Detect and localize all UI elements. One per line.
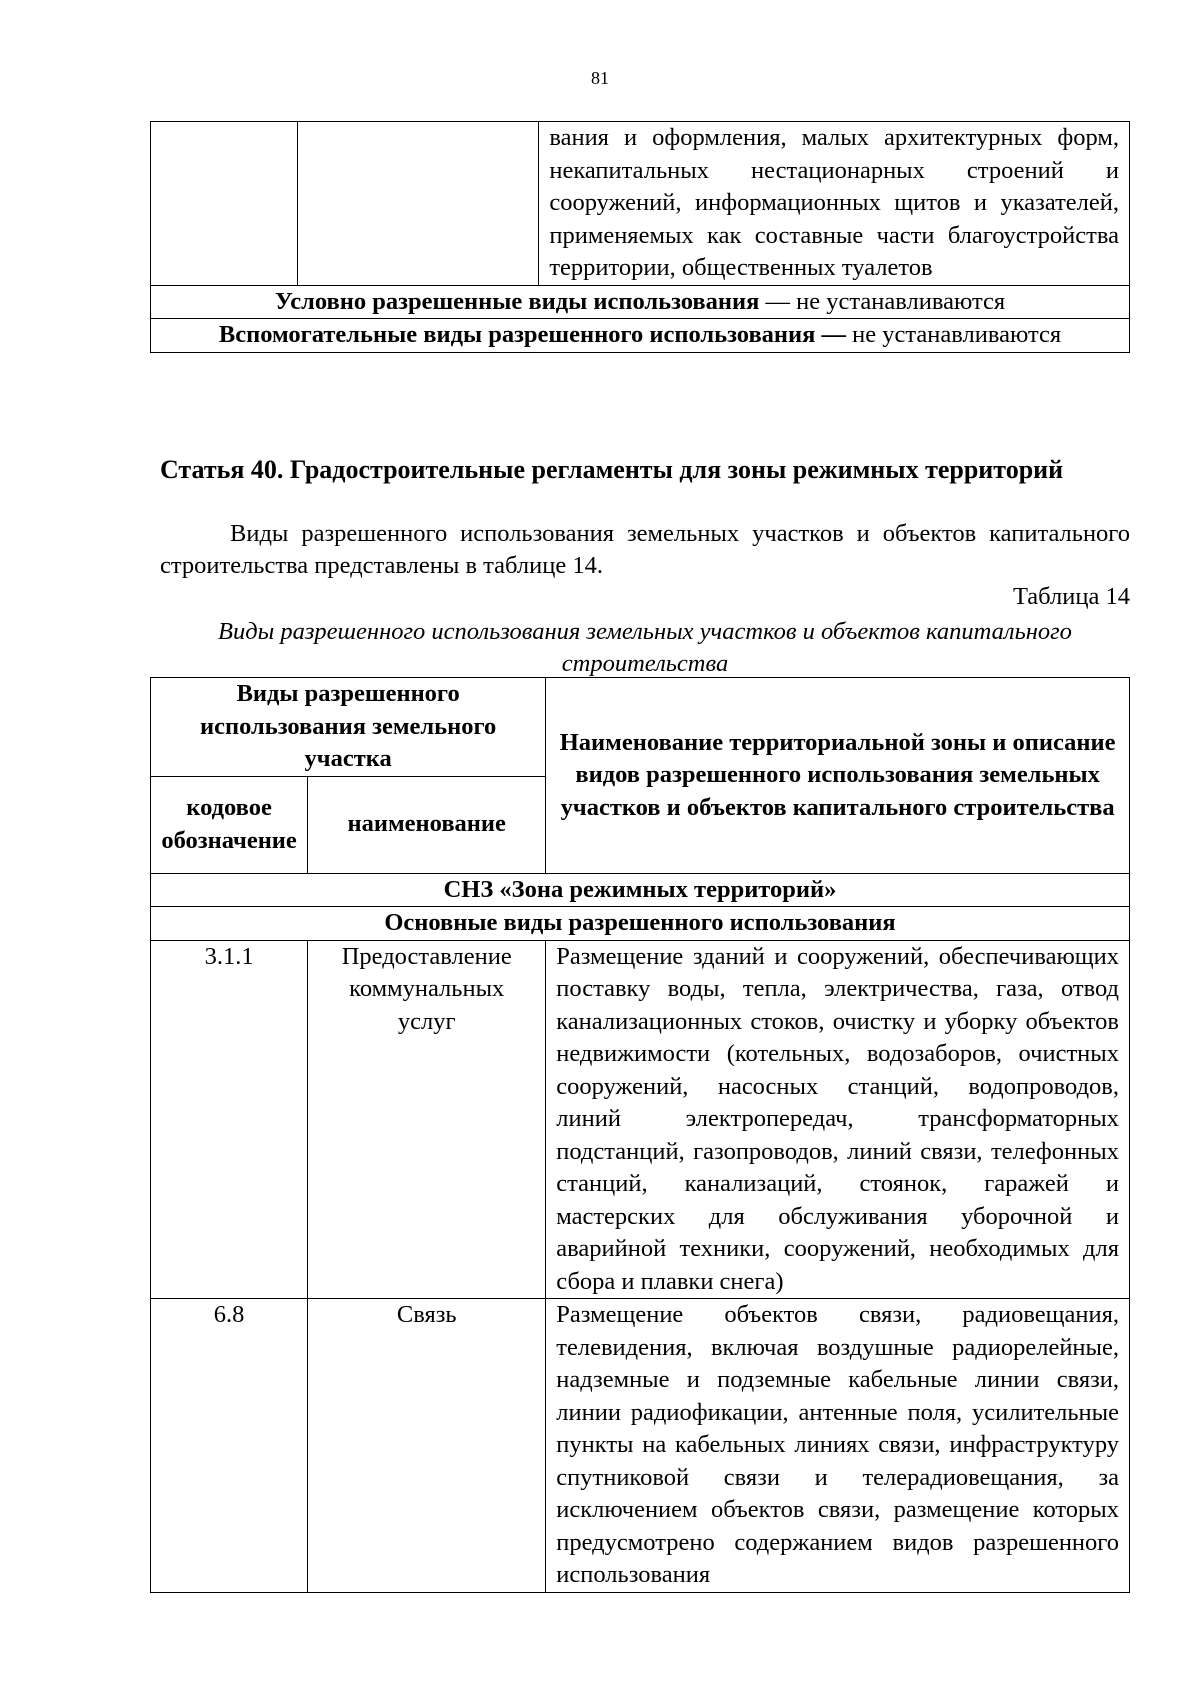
header-group: Виды разрешенного использования земельного участка (151, 678, 546, 777)
table-row (151, 940, 1130, 1299)
conditional-uses-row (151, 285, 1130, 319)
article-paragraph: Виды разрешенного использования земельных участков и объектов капитального строительства представлены в таблице 14. (160, 520, 1130, 579)
table-row (151, 122, 1130, 286)
empty-cell (151, 122, 298, 286)
conditional-uses-label: Условно разрешенные виды использования (274, 287, 760, 315)
conditional-uses-value: — не устанавливаются (759, 287, 1006, 315)
article-heading: Статья 40. Градостроительные регламенты для зоны режимных территорий (160, 455, 1064, 484)
zone-title: СНЗ «Зона режимных территорий» (151, 873, 1130, 907)
row-name: Связь (308, 1299, 546, 1593)
table-row (151, 907, 1130, 941)
row-code: 3.1.1 (151, 940, 308, 1299)
row-description: Размещение зданий и сооружений, обеспечивающих поставку воды, тепла, электричества, газа, отвод канализационных стоков, очистку и уборку объектов недвижимости (котельных, водозаборов, очистных сооружений, насосных станций, водопроводов, линий электропередач, трансформаторных подстанций, газопроводов, линий связи, телефонных станций, канализаций, стоянок, гаражей и мастерских для обслуживания уборочной и аварийной техники, сооружений, необходимых для сбора и плавки снега) (546, 940, 1130, 1299)
header-code: кодовое обозначение (151, 776, 308, 873)
section-title: Основные виды разрешенного использования (151, 907, 1130, 941)
continued-table (150, 121, 1130, 353)
row-name: Предоставление коммунальных услуг (308, 940, 546, 1299)
header-row (151, 678, 1130, 777)
header-description: Наименование территориальной зоны и описание видов разрешенного использования земельных участков и объектов капитального строительства (546, 678, 1130, 874)
table-row (151, 1299, 1130, 1593)
table-row (151, 873, 1130, 907)
table-label: Таблица 14 (1012, 583, 1130, 610)
row-code: 6.8 (151, 1299, 308, 1593)
table-caption: Виды разрешенного использования земельных участков и объектов капитального строительства (218, 618, 1072, 677)
table-row (151, 285, 1130, 319)
auxiliary-uses-label: Вспомогательные виды разрешенного использования — (218, 321, 847, 348)
table-row (151, 319, 1130, 353)
empty-cell (298, 122, 539, 286)
land-use-table (150, 677, 1130, 1593)
auxiliary-uses-row (151, 319, 1130, 353)
auxiliary-uses-value: не устанавливаются (846, 321, 1062, 348)
page-number: 81 (591, 68, 609, 88)
row-description: Размещение объектов связи, радиовещания, телевидения, включая воздушные радиорелейные, надземные и подземные кабельные линии связи, линии радиофикации, антенные поля, усилительные пункты на кабельных линиях связи, инфраструктуру спутниковой связи и телерадиовещания, за исключением объектов связи, размещение которых предусмотрено содержанием видов разрешенного использования (546, 1299, 1130, 1593)
header-name: наименование (308, 776, 546, 873)
continued-description: вания и оформления, малых архитектурных форм, некапитальных нестационарных строений и сооружений, информационных щитов и указателей, применяемых как составные части благоустройства территории, общественных туалетов (539, 122, 1130, 286)
